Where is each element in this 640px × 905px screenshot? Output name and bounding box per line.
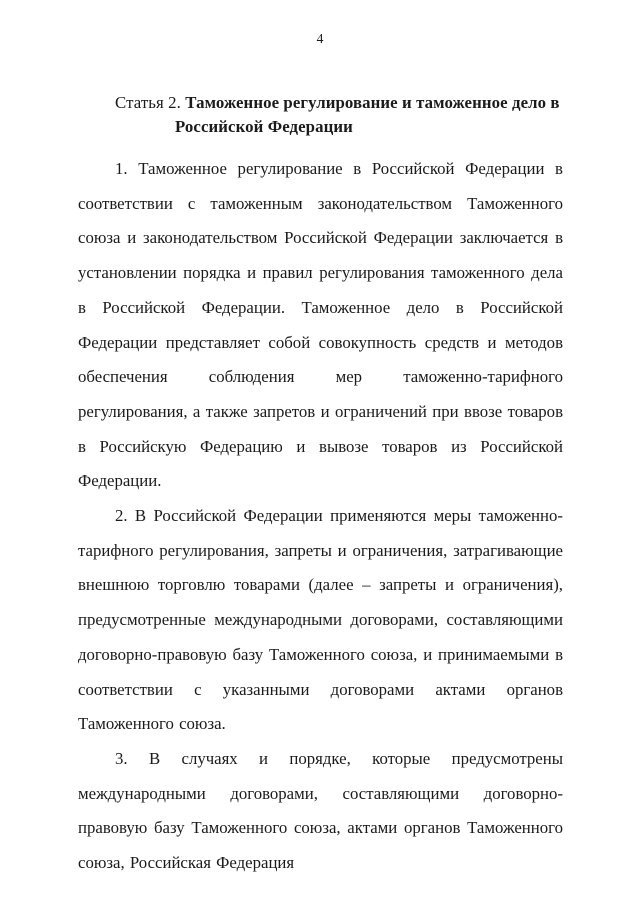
page-number: 4 [316, 31, 324, 46]
paragraph-1: 1. Таможенное регулирование в Российской Федерации в соответствии с таможенным законодательством Таможенного союза и законодательством Российской Федерации заключается в установлении порядка и правил регулирования таможенного дела в Российской Федерации. Таможенное дело в Российской Федерации представляет собой совокупность средств и методов обеспечения соблюдения мер таможенно-тарифного регулирования, а также запретов и ограничений при ввозе товаров в Российскую Федерацию и вывозе товаров из Российской Федерации. [78, 159, 563, 491]
page-content [78, 91, 563, 881]
article-heading [78, 91, 563, 138]
article-heading-title-line1: Таможенное регулирование и таможенное дело в [185, 93, 560, 112]
paragraph-2: 2. В Российской Федерации применяются меры таможенно-тарифного регулирования, запреты и ограничения, затрагивающие внешнюю торговлю товарами (далее – запреты и ограничения), предусмотренные международными договорами, составляющими договорно-правовую базу Таможенного союза, и принимаемыми в соответствии с указанными договорами актами органов Таможенного союза. [78, 506, 563, 734]
article-heading-title [175, 93, 560, 136]
article-heading-label: Статья 2. [115, 93, 181, 112]
paragraph-3: 3. В случаях и порядке, которые предусмотрены международными договорами, составляющими договорно-правовую базу Таможенного союза, актами органов Таможенного союза, Российская Федерация [78, 748, 563, 873]
article-heading-title-line2: Российской Федерации [175, 116, 353, 136]
